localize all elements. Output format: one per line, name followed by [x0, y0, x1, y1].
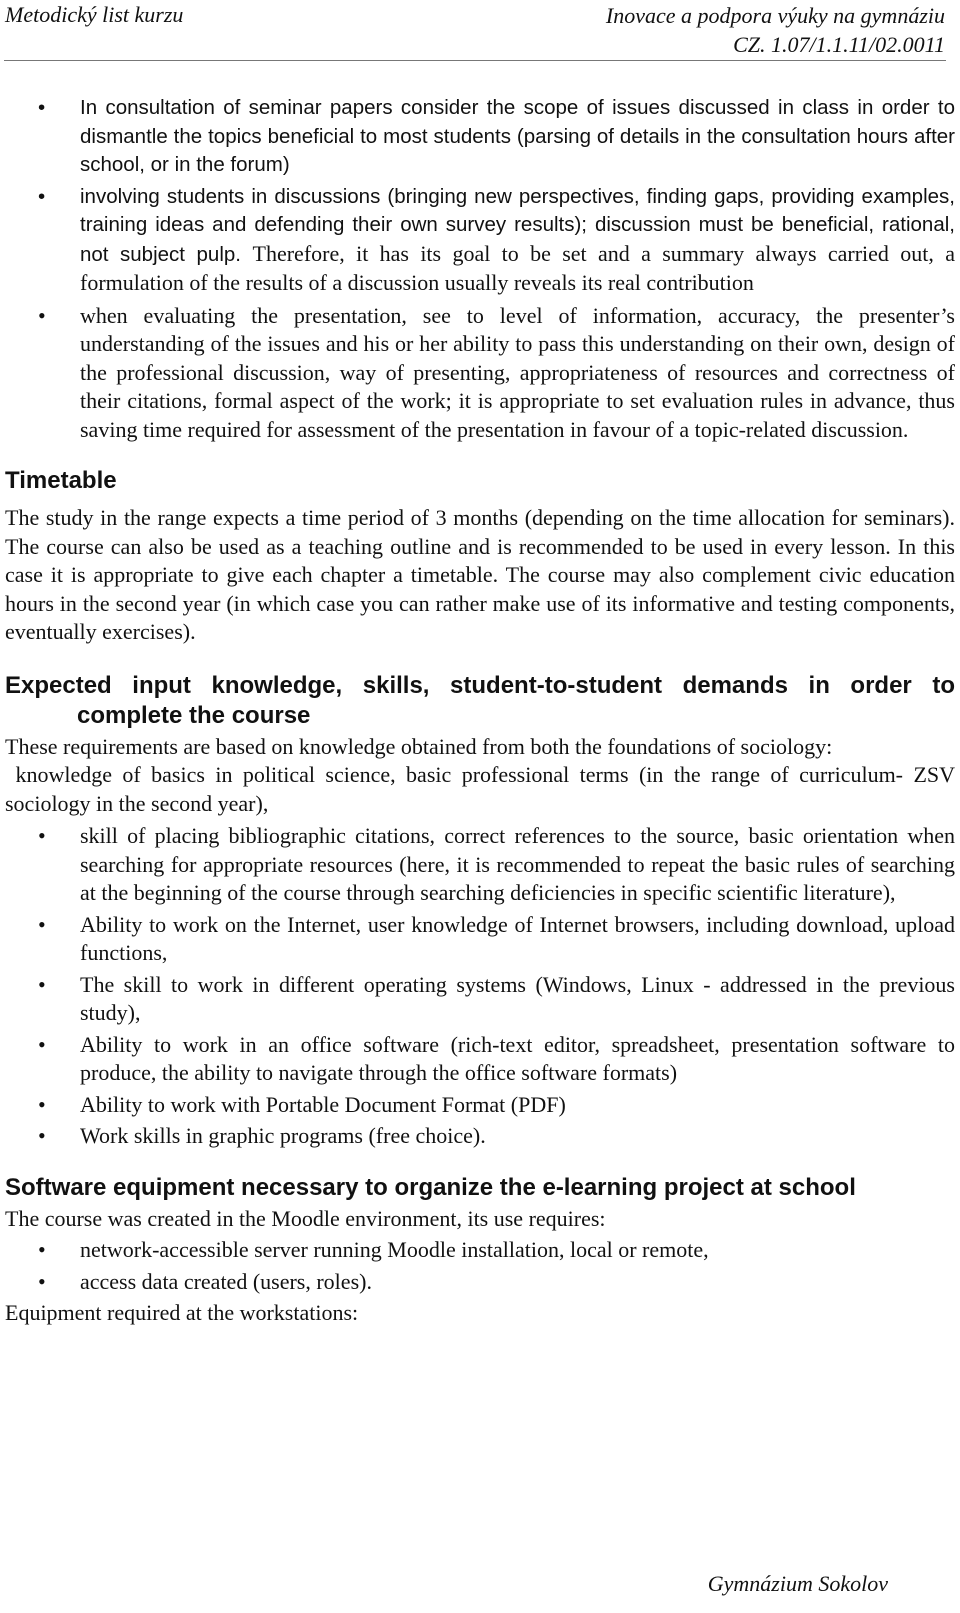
software-outro: Equipment required at the workstations:	[5, 1300, 359, 1325]
bullet-icon: •	[38, 911, 46, 937]
list-item	[5, 183, 955, 299]
project-title	[606, 1, 945, 59]
list-item	[5, 1031, 955, 1088]
list-item	[5, 1268, 955, 1297]
list-item	[5, 822, 955, 908]
timetable-text: The study in the range expects a time period of 3 months (depending on the time allocation for seminars). The course can also be used as a teaching outline and is recommended to be used in every lesson. In this case it is appropriate to give each chapter a timetable. The course may also complement civic education hours in the second year (in which case you can rather make use of its informative and testing components, eventually exercises).	[5, 505, 955, 644]
list-item-text: Ability to work on the Internet, user knowledge of Internet browsers, including download, upload functions,	[80, 911, 955, 965]
list-item-text: network-accessible server running Moodle installation, local or remote,	[80, 1237, 709, 1262]
list-item-text-continued: Therefore, it has its goal to be set and a summary always carried out, a formulation of the results of a discussion usually reveals its real contribution	[80, 240, 955, 295]
bullet-icon: •	[38, 184, 46, 208]
page-header	[0, 0, 960, 60]
header-divider	[4, 60, 946, 61]
list-item-text: Work skills in graphic programs (free choice).	[80, 1123, 486, 1148]
project-name: Inovace a podpora výuky na gymnáziu	[605, 3, 945, 28]
bullet-icon: •	[38, 1237, 46, 1262]
list-item	[5, 1091, 955, 1120]
list-item-text: The skill to work in different operating systems (Windows, Linux - addressed in the previous study),	[80, 971, 955, 1025]
expected-intro-continued: knowledge of basics in political science, basic professional terms (in the range of curriculum- ZSV sociology in the second year),	[5, 762, 960, 816]
bullet-icon: •	[38, 302, 46, 328]
software-bullet-list	[5, 1236, 955, 1296]
bullet-icon: •	[38, 1268, 46, 1294]
bullet-icon: •	[38, 823, 46, 848]
expected-bullet-list	[5, 822, 955, 1151]
project-code: CZ. 1.07/1.1.11/02.0011	[733, 32, 945, 57]
list-item-text: In consultation of seminar papers consider the scope of issues discussed in class in order to dismantle the topics beneficial to most students (parsing of details in the consultation hours after school, or in the forum)	[80, 96, 955, 176]
intro-bullet-list	[5, 94, 955, 444]
list-item-text: involving students in discussions (bringing new perspectives, finding gaps, providing examples, training ideas and defending their own survey results); discussion must be beneficial, rational, not subject pulp.	[80, 184, 955, 266]
software-heading: Software equipment necessary to organize the e-learning project at school	[5, 1173, 856, 1201]
list-item	[5, 911, 955, 968]
bullet-icon: •	[38, 971, 46, 997]
bullet-icon: •	[38, 1091, 46, 1117]
timetable-section	[5, 466, 955, 647]
list-item	[5, 1122, 955, 1151]
list-item	[5, 302, 955, 445]
bullet-icon: •	[38, 1123, 46, 1148]
list-item-text: access data created (users, roles).	[80, 1268, 372, 1294]
expected-intro: These requirements are based on knowledge obtained from both the foundations of sociology:	[5, 733, 833, 759]
list-item	[5, 971, 955, 1028]
document-body	[5, 94, 960, 1328]
list-item-text: skill of placing bibliographic citations, correct references to the source, basic orientation when searching for appropriate resources (here, it is recommended to repeat the basic rules of searching at the beginning of the course through searching deficiencies in specific scientific literature),	[80, 823, 955, 905]
course-sheet-title: Metodický list kurzu	[5, 2, 184, 27]
expected-section	[5, 671, 960, 1151]
list-item	[5, 1236, 955, 1265]
software-intro: The course was created in the Moodle environment, its use requires:	[5, 1205, 606, 1231]
bullet-icon: •	[38, 1031, 46, 1057]
list-item	[5, 94, 955, 180]
list-item-text: when evaluating the presentation, see to level of information, accuracy, the presenter’s understanding of the issues and his or her ability to pass this understanding on their own, design of the professional discussion, way of presenting, appropriateness of resources and correctness of their citations, formal aspect of the work; it is appropriate to set evaluation rules in advance, thus saving time required for assessment of the presentation in favour of a topic-related discussion.	[80, 302, 955, 442]
expected-heading: Expected input knowledge, skills, student-to-student demands in order to complete the course	[5, 671, 955, 729]
school-name-footer: Gymnázium Sokolov	[707, 1571, 888, 1596]
timetable-heading: Timetable	[5, 467, 117, 494]
list-item-text: Ability to work with Portable Document Format (PDF)	[80, 1091, 566, 1117]
software-section	[5, 1173, 955, 1328]
bullet-icon: •	[38, 96, 46, 119]
list-item-text: Ability to work in an office software (rich-text editor, spreadsheet, presentation software to produce, the ability to navigate through the office software formats)	[80, 1031, 955, 1085]
